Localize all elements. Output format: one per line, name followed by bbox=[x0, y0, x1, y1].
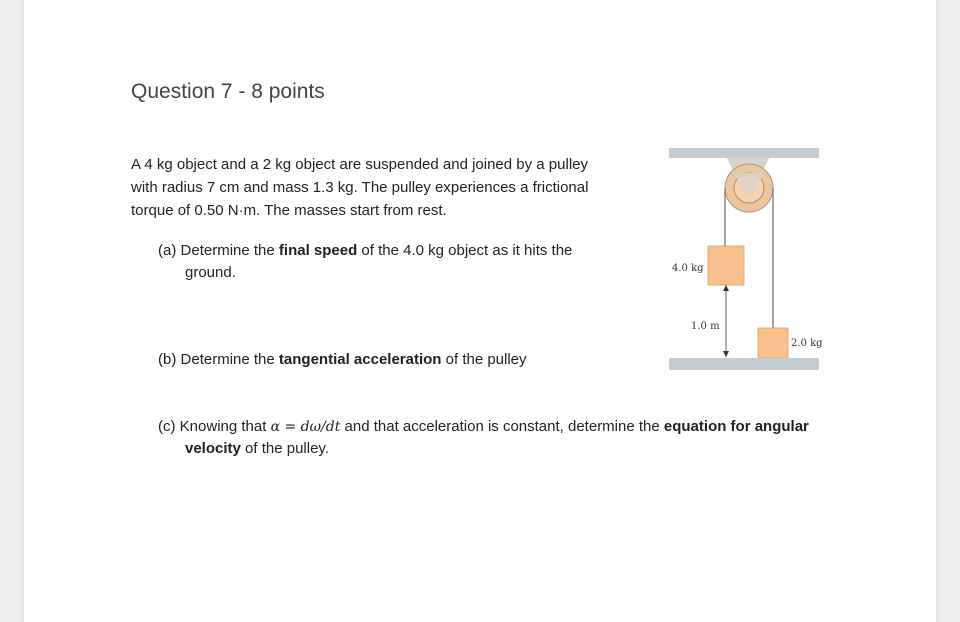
block-4kg bbox=[708, 246, 744, 285]
block-2kg bbox=[758, 328, 788, 358]
part-a-label: (a) bbox=[158, 242, 177, 259]
part-a-text-start: Determine the bbox=[180, 242, 279, 259]
part-c-label: (c) bbox=[158, 418, 176, 435]
part-b-emphasis: tangential acceleration bbox=[278, 351, 442, 368]
part-c-text-end: of the pulley. bbox=[240, 440, 329, 457]
part-a-text-end: of the 4.0 kg object as it hits the ground. bbox=[185, 242, 573, 281]
part-c bbox=[158, 416, 855, 460]
part-b-text-end: of the pulley bbox=[441, 351, 527, 368]
mass-label-4kg: 4.0 kg bbox=[672, 263, 704, 274]
problem-statement: A 4 kg object and a 2 kg object are suspended and joined by a pulley with radius 7 cm and mass 1.3 kg. The pulley experiences a frictional torque of 0.50 N·m. The masses start from rest. bbox=[131, 156, 589, 219]
part-c-text-middle: and that acceleration is constant, determine the bbox=[340, 418, 664, 435]
ceiling-rail bbox=[669, 148, 819, 158]
part-b-label: (b) bbox=[158, 351, 177, 368]
part-c-equation: α = dω/dt bbox=[270, 419, 341, 435]
part-a-emphasis: final speed bbox=[278, 242, 358, 259]
height-arrow-up bbox=[723, 285, 729, 291]
part-b-text-start: Determine the bbox=[180, 351, 279, 368]
floor-rail bbox=[669, 358, 819, 370]
question-title: Question 7 - 8 points bbox=[131, 80, 325, 103]
part-b bbox=[158, 349, 625, 371]
pulley-diagram bbox=[669, 140, 849, 375]
height-arrow-down bbox=[723, 351, 729, 357]
height-label: 1.0 m bbox=[691, 321, 720, 332]
part-c-text-start: Knowing that bbox=[179, 418, 271, 435]
question-page bbox=[24, 0, 936, 622]
part-a bbox=[158, 240, 625, 284]
mass-label-2kg: 2.0 kg bbox=[791, 338, 823, 349]
part-c-emphasis: equation for angular velocity bbox=[185, 418, 809, 457]
